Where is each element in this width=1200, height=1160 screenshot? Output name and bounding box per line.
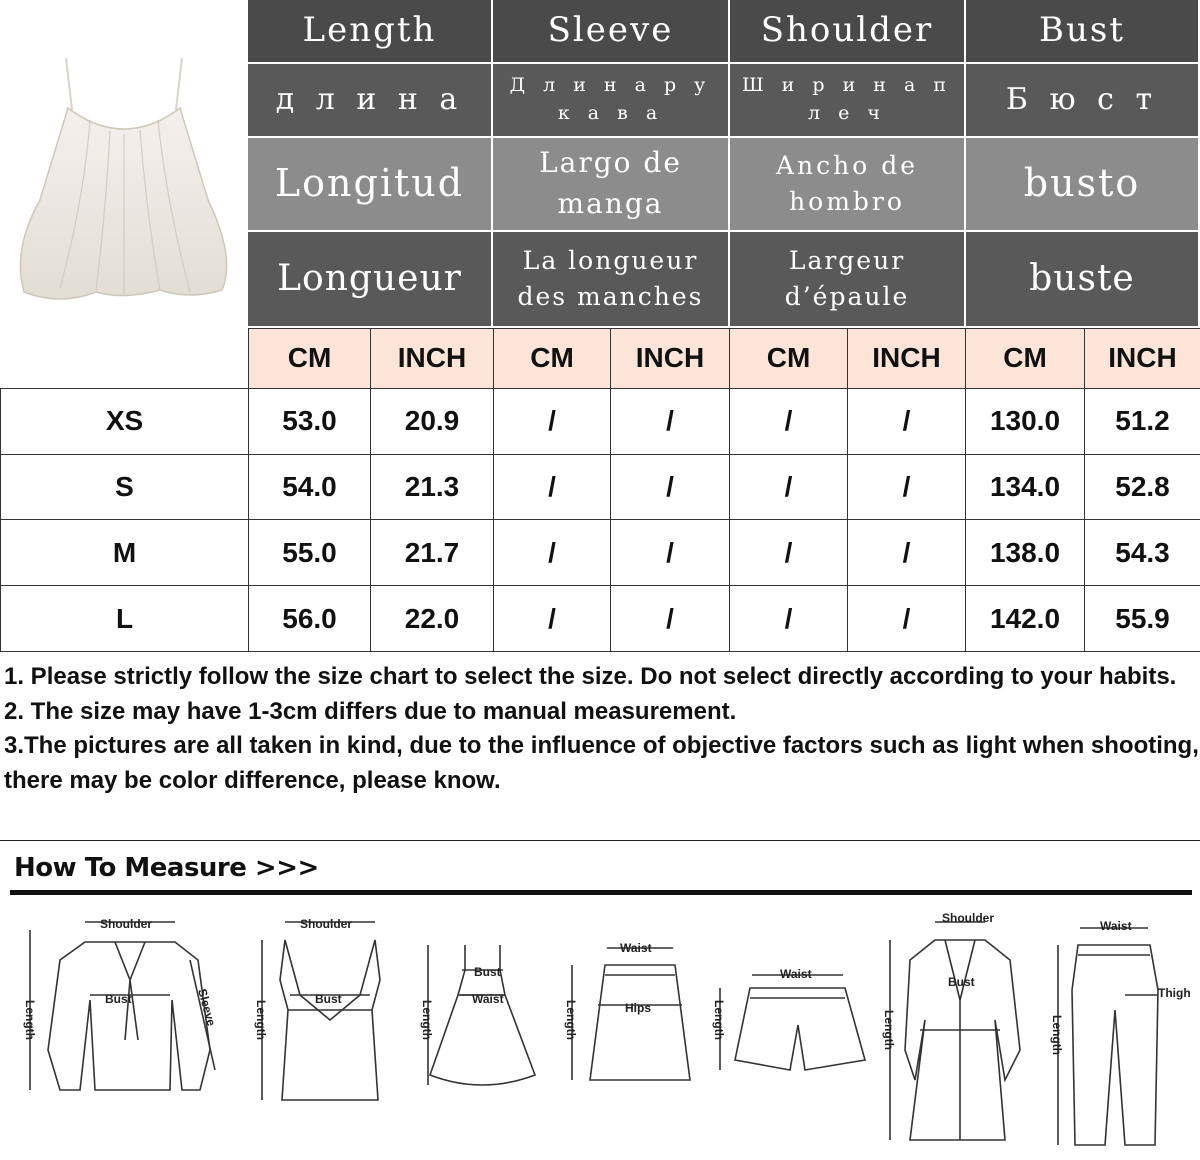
label-shoulder: Shoulder <box>942 911 995 925</box>
size-table <box>0 328 1200 652</box>
table-row <box>1 388 1200 454</box>
table-cell: 53.0 <box>249 388 371 454</box>
label-bust: Bust <box>474 965 501 979</box>
measurement-sketches <box>0 900 1200 1160</box>
note-1: 1. Please strictly follow the size chart to select the size. Do not select directly according to your habits. <box>4 663 1177 690</box>
table-cell: 55.0 <box>249 520 371 586</box>
size-label: M <box>1 520 249 586</box>
measurement-header <box>248 0 1200 328</box>
product-photo <box>0 0 248 328</box>
unit-cell: INCH <box>1085 329 1200 389</box>
header-length-fr: Longueur <box>248 232 493 328</box>
header-shoulder-ru: Ш и р и н а п л е ч <box>730 64 966 138</box>
label-length: Length <box>882 1010 896 1050</box>
table-row <box>1 454 1200 520</box>
table-cell: / <box>848 586 966 652</box>
blouse-sketch <box>30 922 215 1090</box>
label-bust: Bust <box>315 992 342 1006</box>
unit-cell: CM <box>730 329 848 389</box>
table-row <box>1 520 1200 586</box>
header-shoulder-es: Ancho de hombro <box>730 138 966 232</box>
table-cell: / <box>730 388 848 454</box>
header-sleeve-en: Sleeve <box>493 0 730 64</box>
table-cell: 134.0 <box>966 454 1085 520</box>
size-label: S <box>1 454 249 520</box>
table-cell: / <box>494 520 611 586</box>
label-shoulder: Shoulder <box>100 917 153 931</box>
trousers-sketch <box>1058 928 1158 1145</box>
unit-cell: CM <box>494 329 611 389</box>
table-row <box>1 586 1200 652</box>
table-cell: 52.8 <box>1085 454 1200 520</box>
label-length: Length <box>564 1000 578 1040</box>
label-thigh: Thigh <box>1158 986 1191 1000</box>
vest-sketch <box>262 922 380 1100</box>
how-to-measure-heading: How To Measure >>> <box>14 853 319 883</box>
table-cell: / <box>494 454 611 520</box>
label-bust: Bust <box>105 992 132 1006</box>
header-length-ru: д л и н а <box>248 64 493 138</box>
divider <box>0 840 1200 841</box>
header-bust-es: busto <box>966 138 1200 232</box>
header-length-es: Longitud <box>248 138 493 232</box>
table-cell: 130.0 <box>966 388 1085 454</box>
label-hips: Hips <box>625 1001 652 1015</box>
table-cell: 20.9 <box>371 388 494 454</box>
table-cell: 21.7 <box>371 520 494 586</box>
shorts-sketch <box>720 975 865 1070</box>
header-bust-fr: buste <box>966 232 1200 328</box>
table-cell: / <box>494 586 611 652</box>
label-waist: Waist <box>620 941 652 955</box>
label-waist: Waist <box>1100 919 1132 933</box>
header-bust-en: Bust <box>966 0 1200 64</box>
label-shoulder: Shoulder <box>300 917 353 931</box>
table-cell: / <box>848 520 966 586</box>
label-length: Length <box>1050 1015 1064 1055</box>
label-waist: Waist <box>780 967 812 981</box>
header-shoulder-fr: Largeur d’épaule <box>730 232 966 328</box>
heading-divider <box>10 890 1192 895</box>
unit-cell: CM <box>249 329 371 389</box>
unit-cell: INCH <box>848 329 966 389</box>
table-cell: / <box>611 586 730 652</box>
unit-cell: INCH <box>611 329 730 389</box>
table-cell: / <box>730 586 848 652</box>
size-notes <box>4 660 1200 798</box>
table-cell: 22.0 <box>371 586 494 652</box>
label-length: Length <box>420 1000 434 1040</box>
table-cell: / <box>848 454 966 520</box>
table-cell: 21.3 <box>371 454 494 520</box>
table-cell: 56.0 <box>249 586 371 652</box>
table-cell: / <box>730 520 848 586</box>
label-waist: Waist <box>472 992 504 1006</box>
table-cell: 55.9 <box>1085 586 1200 652</box>
header-sleeve-ru: Д л и н а р у к а в а <box>493 64 730 138</box>
label-length: Length <box>23 1000 37 1040</box>
table-cell: / <box>848 388 966 454</box>
table-cell: / <box>611 520 730 586</box>
header-bust-ru: Б ю с т <box>966 64 1200 138</box>
unit-cell: INCH <box>371 329 494 389</box>
table-cell: 138.0 <box>966 520 1085 586</box>
note-3: 3.The pictures are all taken in kind, due to the influence of objective factors such as light when shooting, there may be color difference, please know. <box>4 732 1199 794</box>
header-length-en: Length <box>248 0 493 64</box>
table-cell: / <box>611 454 730 520</box>
size-label: L <box>1 586 249 652</box>
table-cell: 51.2 <box>1085 388 1200 454</box>
table-cell: / <box>730 454 848 520</box>
unit-blank <box>1 329 249 389</box>
note-2: 2. The size may have 1-3cm differs due to manual measurement. <box>4 697 737 725</box>
label-length: Length <box>712 1000 726 1040</box>
header-shoulder-en: Shoulder <box>730 0 966 64</box>
unit-cell: CM <box>966 329 1085 389</box>
label-length: Length <box>254 1000 268 1040</box>
size-label: XS <box>1 388 249 454</box>
header-sleeve-es: Largo de manga <box>493 138 730 232</box>
table-cell: 54.0 <box>249 454 371 520</box>
table-cell: / <box>494 388 611 454</box>
header-sleeve-fr: La longueur des manches <box>493 232 730 328</box>
table-cell: 54.3 <box>1085 520 1200 586</box>
label-bust: Bust <box>948 975 975 989</box>
table-cell: / <box>611 388 730 454</box>
table-cell: 142.0 <box>966 586 1085 652</box>
unit-row <box>1 329 1200 389</box>
label-sleeve: Sleeve <box>195 987 219 1028</box>
coat-sketch <box>890 922 1020 1140</box>
